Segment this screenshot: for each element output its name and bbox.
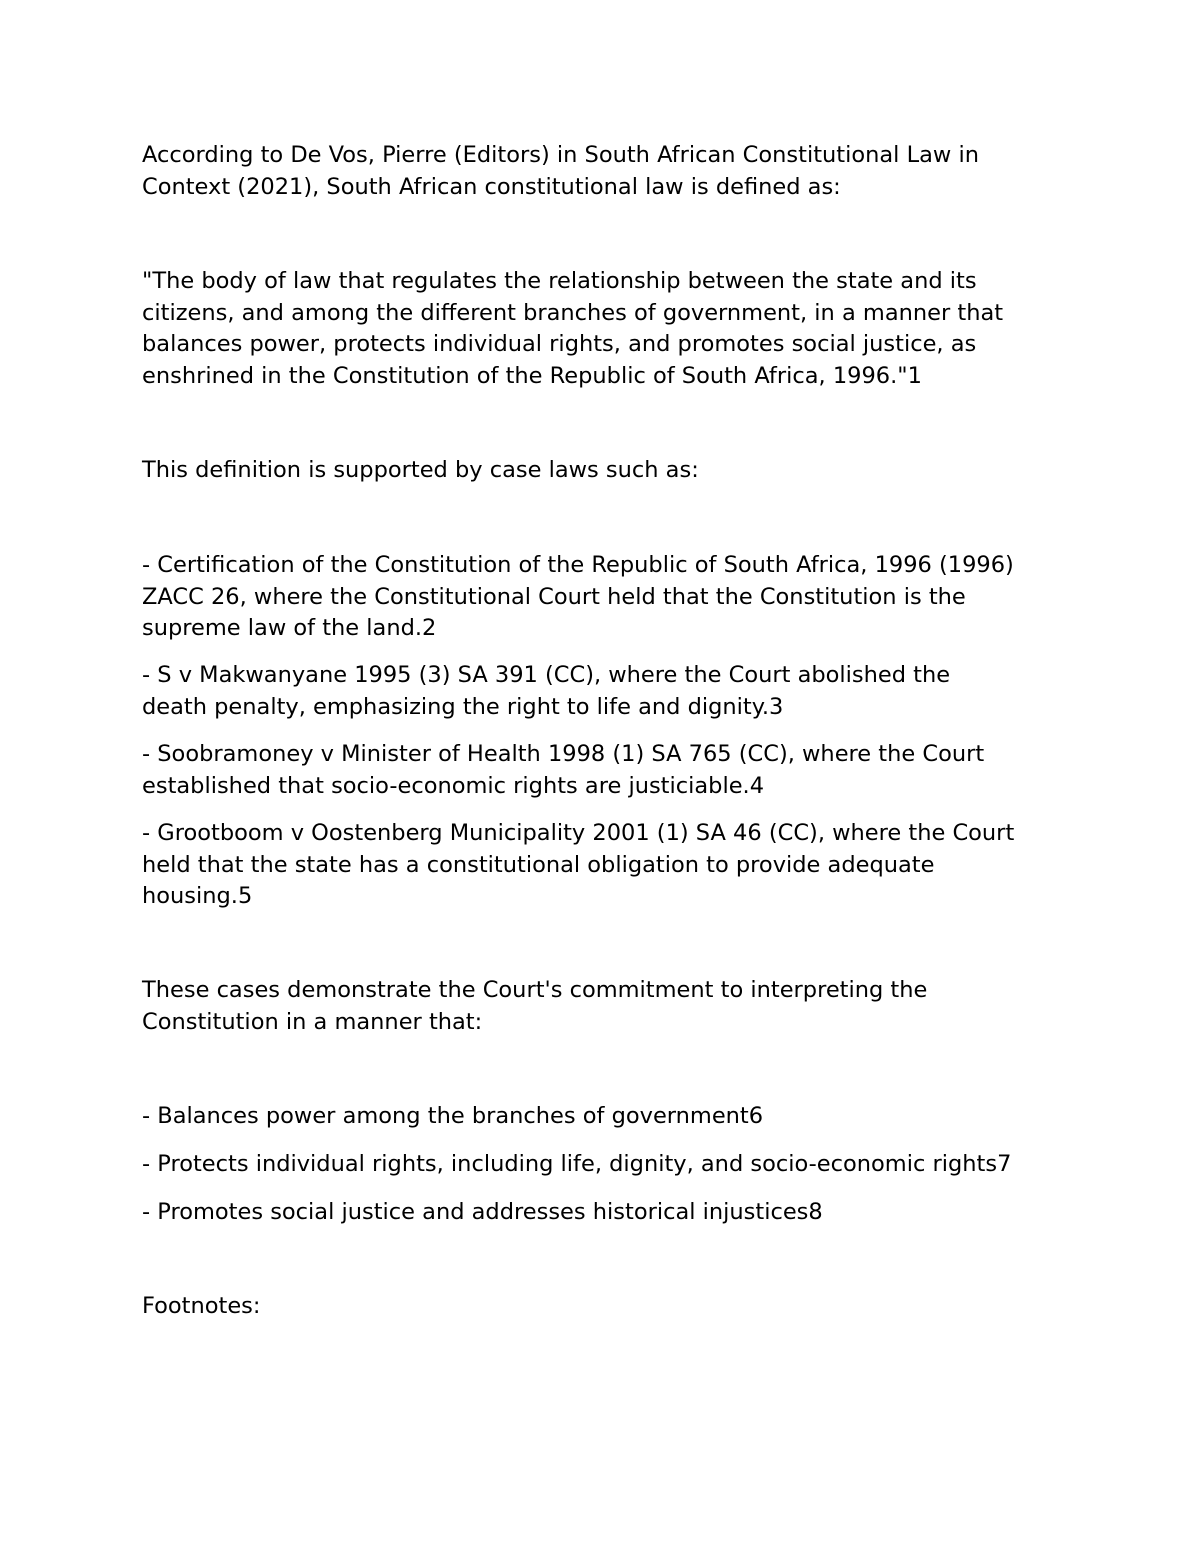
case-item-grootboom: - Grootboom v Oostenberg Municipality 2001 (1) SA 46 (CC), where the Court held that the state has a constitutional obligation to provide adequate housing.5 — [142, 820, 1015, 909]
footnotes-heading: Footnotes: — [142, 1293, 261, 1319]
case-item-soobramoney: - Soobramoney v Minister of Health 1998 (1) SA 765 (CC), where the Court established that socio-economic rights are justiciable.4 — [142, 741, 985, 799]
support-intro: This definition is supported by case laws such as: — [142, 457, 699, 483]
principle-item-balance: - Balances power among the branches of government6 — [142, 1103, 764, 1129]
definition-quote: "The body of law that regulates the relationship between the state and its citizens, and among the different branches of government, in a manner that balances power, protects individual rights, and promotes social justice, as enshrined in the Constitution of the Republic of South Africa, 1996."1 — [142, 268, 1004, 389]
commitment-intro: These cases demonstrate the Court's commitment to interpreting the Constitution in a manner that: — [142, 977, 928, 1035]
intro-paragraph: According to De Vos, Pierre (Editors) in South African Constitutional Law in Context (2021), South African constitutional law is defined as: — [142, 142, 979, 200]
case-item-makwanyane: - S v Makwanyane 1995 (3) SA 391 (CC), where the Court abolished the death penalty, emphasizing the right to life and dignity.3 — [142, 662, 951, 720]
principle-item-justice: - Promotes social justice and addresses historical injustices8 — [142, 1199, 823, 1225]
case-item-certification: - Certification of the Constitution of the Republic of South Africa, 1996 (1996) ZACC 26, where the Constitutional Court held that the Constitution is the supreme law of the land.2 — [142, 552, 1014, 641]
principle-item-rights: - Protects individual rights, including life, dignity, and socio-economic rights7 — [142, 1151, 1012, 1177]
